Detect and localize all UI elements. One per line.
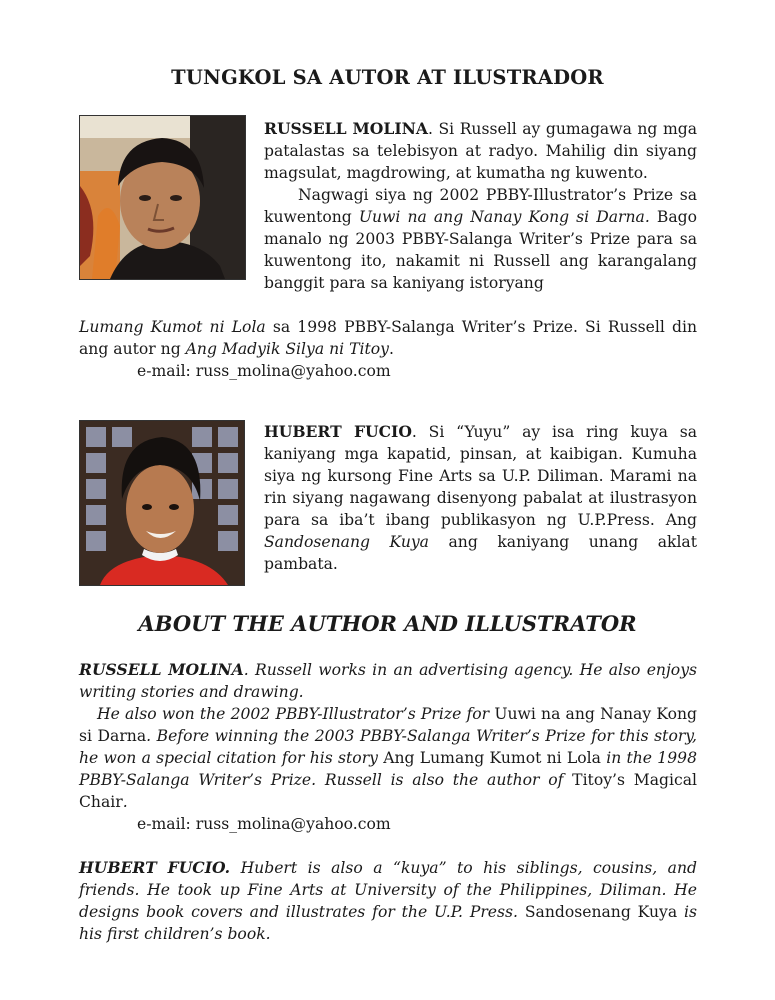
russell-tagalog-bio-continued	[79, 316, 697, 382]
russell-english-bio	[79, 659, 697, 835]
russell-tl-title1: Uuwi na ang Nanay Kong si Darna.	[358, 208, 650, 226]
hubert-name-tl: HUBERT FUCIO	[264, 422, 412, 441]
hubert-photo	[79, 420, 245, 586]
russell-en-p2c: in the 1998 PBBY-Salanga Writer’s Prize. Russell is also the author of	[79, 749, 697, 789]
hubert-english-bio	[79, 857, 697, 945]
russell-tl-p2b: Bago manalo ng 2003 PBBY-Salanga Writer’s Prize para sa kuwentong ito, nakamit ni Russell ang karangalang banggit para sa kaniyang istoryang	[264, 208, 697, 292]
russell-en-p2a: He also won the 2002 PBBY-Illustrator’s Prize for	[97, 705, 495, 723]
hubert-en-title: Sandosenang Kuya	[524, 903, 678, 921]
hubert-en-p1a: Hubert is also a “kuya” to his siblings, cousins, and friends. He took up Fine Arts at University of the Philippines, Diliman. He designs book covers and illustrates for the U.P. Press.	[79, 859, 697, 921]
hubert-name-en: HUBERT FUCIO.	[79, 858, 231, 877]
russell-tl-title2: Lumang Kumot ni Lola	[79, 318, 266, 336]
russell-name-en: RUSSELL MOLINA	[79, 660, 244, 679]
russell-photo	[79, 115, 246, 280]
hubert-tl-title: Sandosenang Kuya	[264, 533, 429, 551]
russell-email-tl: e-mail: russ_molina@yahoo.com	[137, 362, 391, 380]
russell-tl-p1: . Si Russell ay gumagawa ng mga patalastas sa telebisyon at radyo. Mahilig din siyang magsulat, magdrowing, at kumatha ng kuwento.	[264, 120, 698, 182]
russell-en-title2: Ang Lumang Kumot ni Lola	[383, 749, 601, 767]
russell-tl-p3b: .	[388, 340, 394, 358]
hubert-tl-p1b: ang kaniyang unang aklat pambata.	[264, 533, 697, 573]
russell-tagalog-bio	[264, 118, 697, 294]
hubert-tagalog-bio	[264, 421, 697, 575]
russell-en-p2d: .	[122, 793, 128, 811]
russell-en-p2b: . Before winning the 2003 PBBY-Salanga Writer’s Prize for this story, he won a special citation for his story	[79, 727, 697, 767]
russell-tl-title3: Ang Madyik Silya ni Titoy	[185, 340, 389, 358]
tagalog-heading: TUNGKOL SA AUTOR AT ILUSTRADOR	[171, 66, 604, 89]
hubert-tl-p1a: . Si “Yuyu” ay isa ring kuya sa kaniyang mga kapatid, pinsan, at kaibigan. Kumuha siya ng kursong Fine Arts sa U.P. Diliman. Marami na rin siyang nagawang disenyong pabalat at ilustrasyon para sa iba’t ibang publikasyon ng U.P.Press. Ang	[264, 423, 697, 529]
russell-en-title1: Uuwi na ang Nanay Kong si Darna	[79, 705, 698, 745]
russell-tl-p3a: sa 1998 PBBY-Salanga Writer’s Prize. Si Russell din ang autor ng	[79, 318, 697, 358]
hubert-en-p1b: is his first children’s book.	[79, 903, 698, 943]
russell-tl-p2a: Nagwagi siya ng 2002 PBBY-Illustrator’s Prize sa kuwentong	[264, 186, 697, 226]
russell-email-en: e-mail: russ_molina@yahoo.com	[137, 815, 391, 833]
russell-en-title3: Titoy’s Magical Chair	[79, 771, 697, 811]
russell-en-p1: . Russell works in an advertising agency. He also enjoys writing stories and drawing.	[79, 661, 698, 701]
english-heading: ABOUT THE AUTHOR AND ILLUSTRATOR	[138, 611, 637, 636]
russell-name-tl: RUSSELL MOLINA	[264, 119, 429, 138]
